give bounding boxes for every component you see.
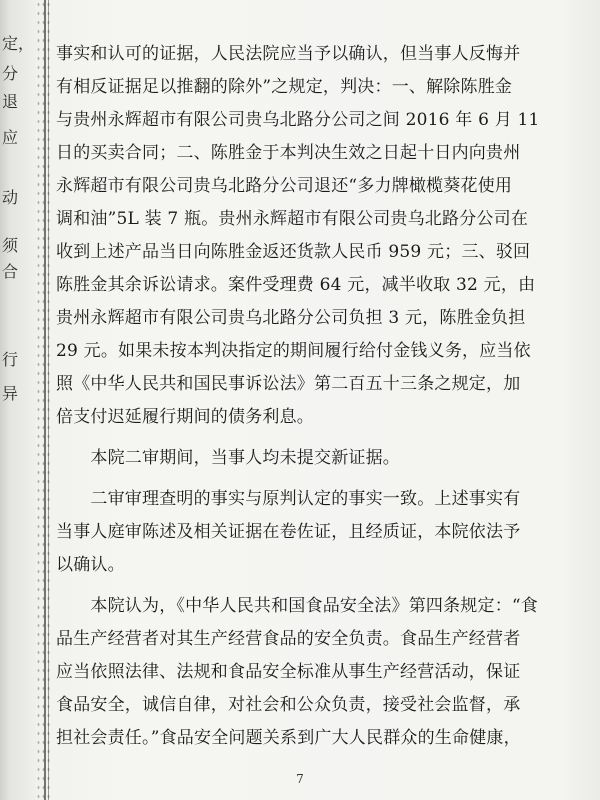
text-line: 事实和认可的证据，人民法院应当予以确认，但当事人反悔并 — [56, 44, 521, 64]
text-line: 本院认为，《中华人民共和国食品安全法》第四条规定：“食 — [56, 596, 538, 616]
paragraph — [56, 590, 590, 755]
text-line: 倍支付迟延履行期间的债务利息。 — [56, 407, 314, 427]
facing-page-fragment: 须 — [2, 236, 19, 255]
text-line: 二审审理查明的事实与原判认定的事实一致。上述事实有 — [56, 489, 521, 509]
text-line: 当事人庭审陈述及相关证据在卷佐证，且经质证，本院依法予 — [56, 522, 521, 542]
text-line: 食品安全，诚信自律，对社会和公众负责，接受社会监督，承 — [56, 695, 521, 715]
facing-page-fragment: 行 — [2, 350, 19, 369]
page-number: 7 — [296, 772, 304, 786]
facing-page-fragment: 定， — [2, 34, 35, 53]
facing-page-fragment: 动 — [2, 188, 19, 207]
text-line: 应当依照法律、法规和食品安全标准从事生产经营活动，保证 — [56, 662, 521, 682]
text-line: 贵州永辉超市有限公司贵乌北路分公司负担 3 元，陈胜金负担 — [56, 308, 526, 328]
paragraph-gap — [56, 475, 590, 483]
facing-page-fragment: 应 — [2, 128, 19, 147]
text-line: 调和油”5L 装 7 瓶。贵州永辉超市有限公司贵乌北路分公司在 — [56, 209, 529, 229]
text-line: 有相反证据足以推翻的除外”之规定，判决：一、解除陈胜金 — [56, 77, 513, 97]
facing-page-fragment: 合 — [2, 262, 19, 281]
text-line: 品生产经营者对其生产经营食品的安全负责。食品生产经营者 — [56, 629, 521, 649]
facing-page-fragment: 分 — [2, 64, 19, 83]
text-line: 以确认。 — [56, 555, 125, 575]
text-line: 收到上述产品当日向陈胜金返还货款人民币 959 元；三、驳回 — [56, 242, 531, 262]
text-line: 陈胜金其余诉讼请求。案件受理费 64 元，减半收取 32 元，由 — [56, 275, 536, 295]
text-line: 照《中华人民共和国民事诉讼法》第二百五十三条之规定，加 — [56, 374, 521, 394]
text-line: 与贵州永辉超市有限公司贵乌北路分公司之间 2016 年 6 月 11 — [56, 110, 540, 130]
paragraph — [56, 442, 590, 475]
facing-page-fragment: 异 — [2, 384, 19, 403]
paragraph — [56, 38, 590, 434]
text-line: 担社会责任。”食品安全问题关系到广大人民群众的生命健康， — [56, 728, 521, 748]
text-line: 永辉超市有限公司贵乌北路分公司退还“多力牌橄榄葵花使用 — [56, 176, 513, 196]
judgment-body-text — [56, 38, 590, 755]
paragraph-gap — [56, 582, 590, 590]
paragraph — [56, 483, 590, 582]
binding-line — [44, 0, 46, 800]
text-line: 日的买卖合同；二、陈胜金于本判决生效之日起十日内向贵州 — [56, 143, 521, 163]
paragraph-gap — [56, 434, 590, 442]
binding-line-secondary — [48, 0, 49, 800]
text-line: 本院二审期间，当事人均未提交新证据。 — [56, 448, 400, 468]
text-line: 29 元。如果未按本判决指定的期间履行给付金钱义务，应当依 — [56, 341, 531, 361]
facing-page-fragment: 退 — [2, 92, 19, 111]
